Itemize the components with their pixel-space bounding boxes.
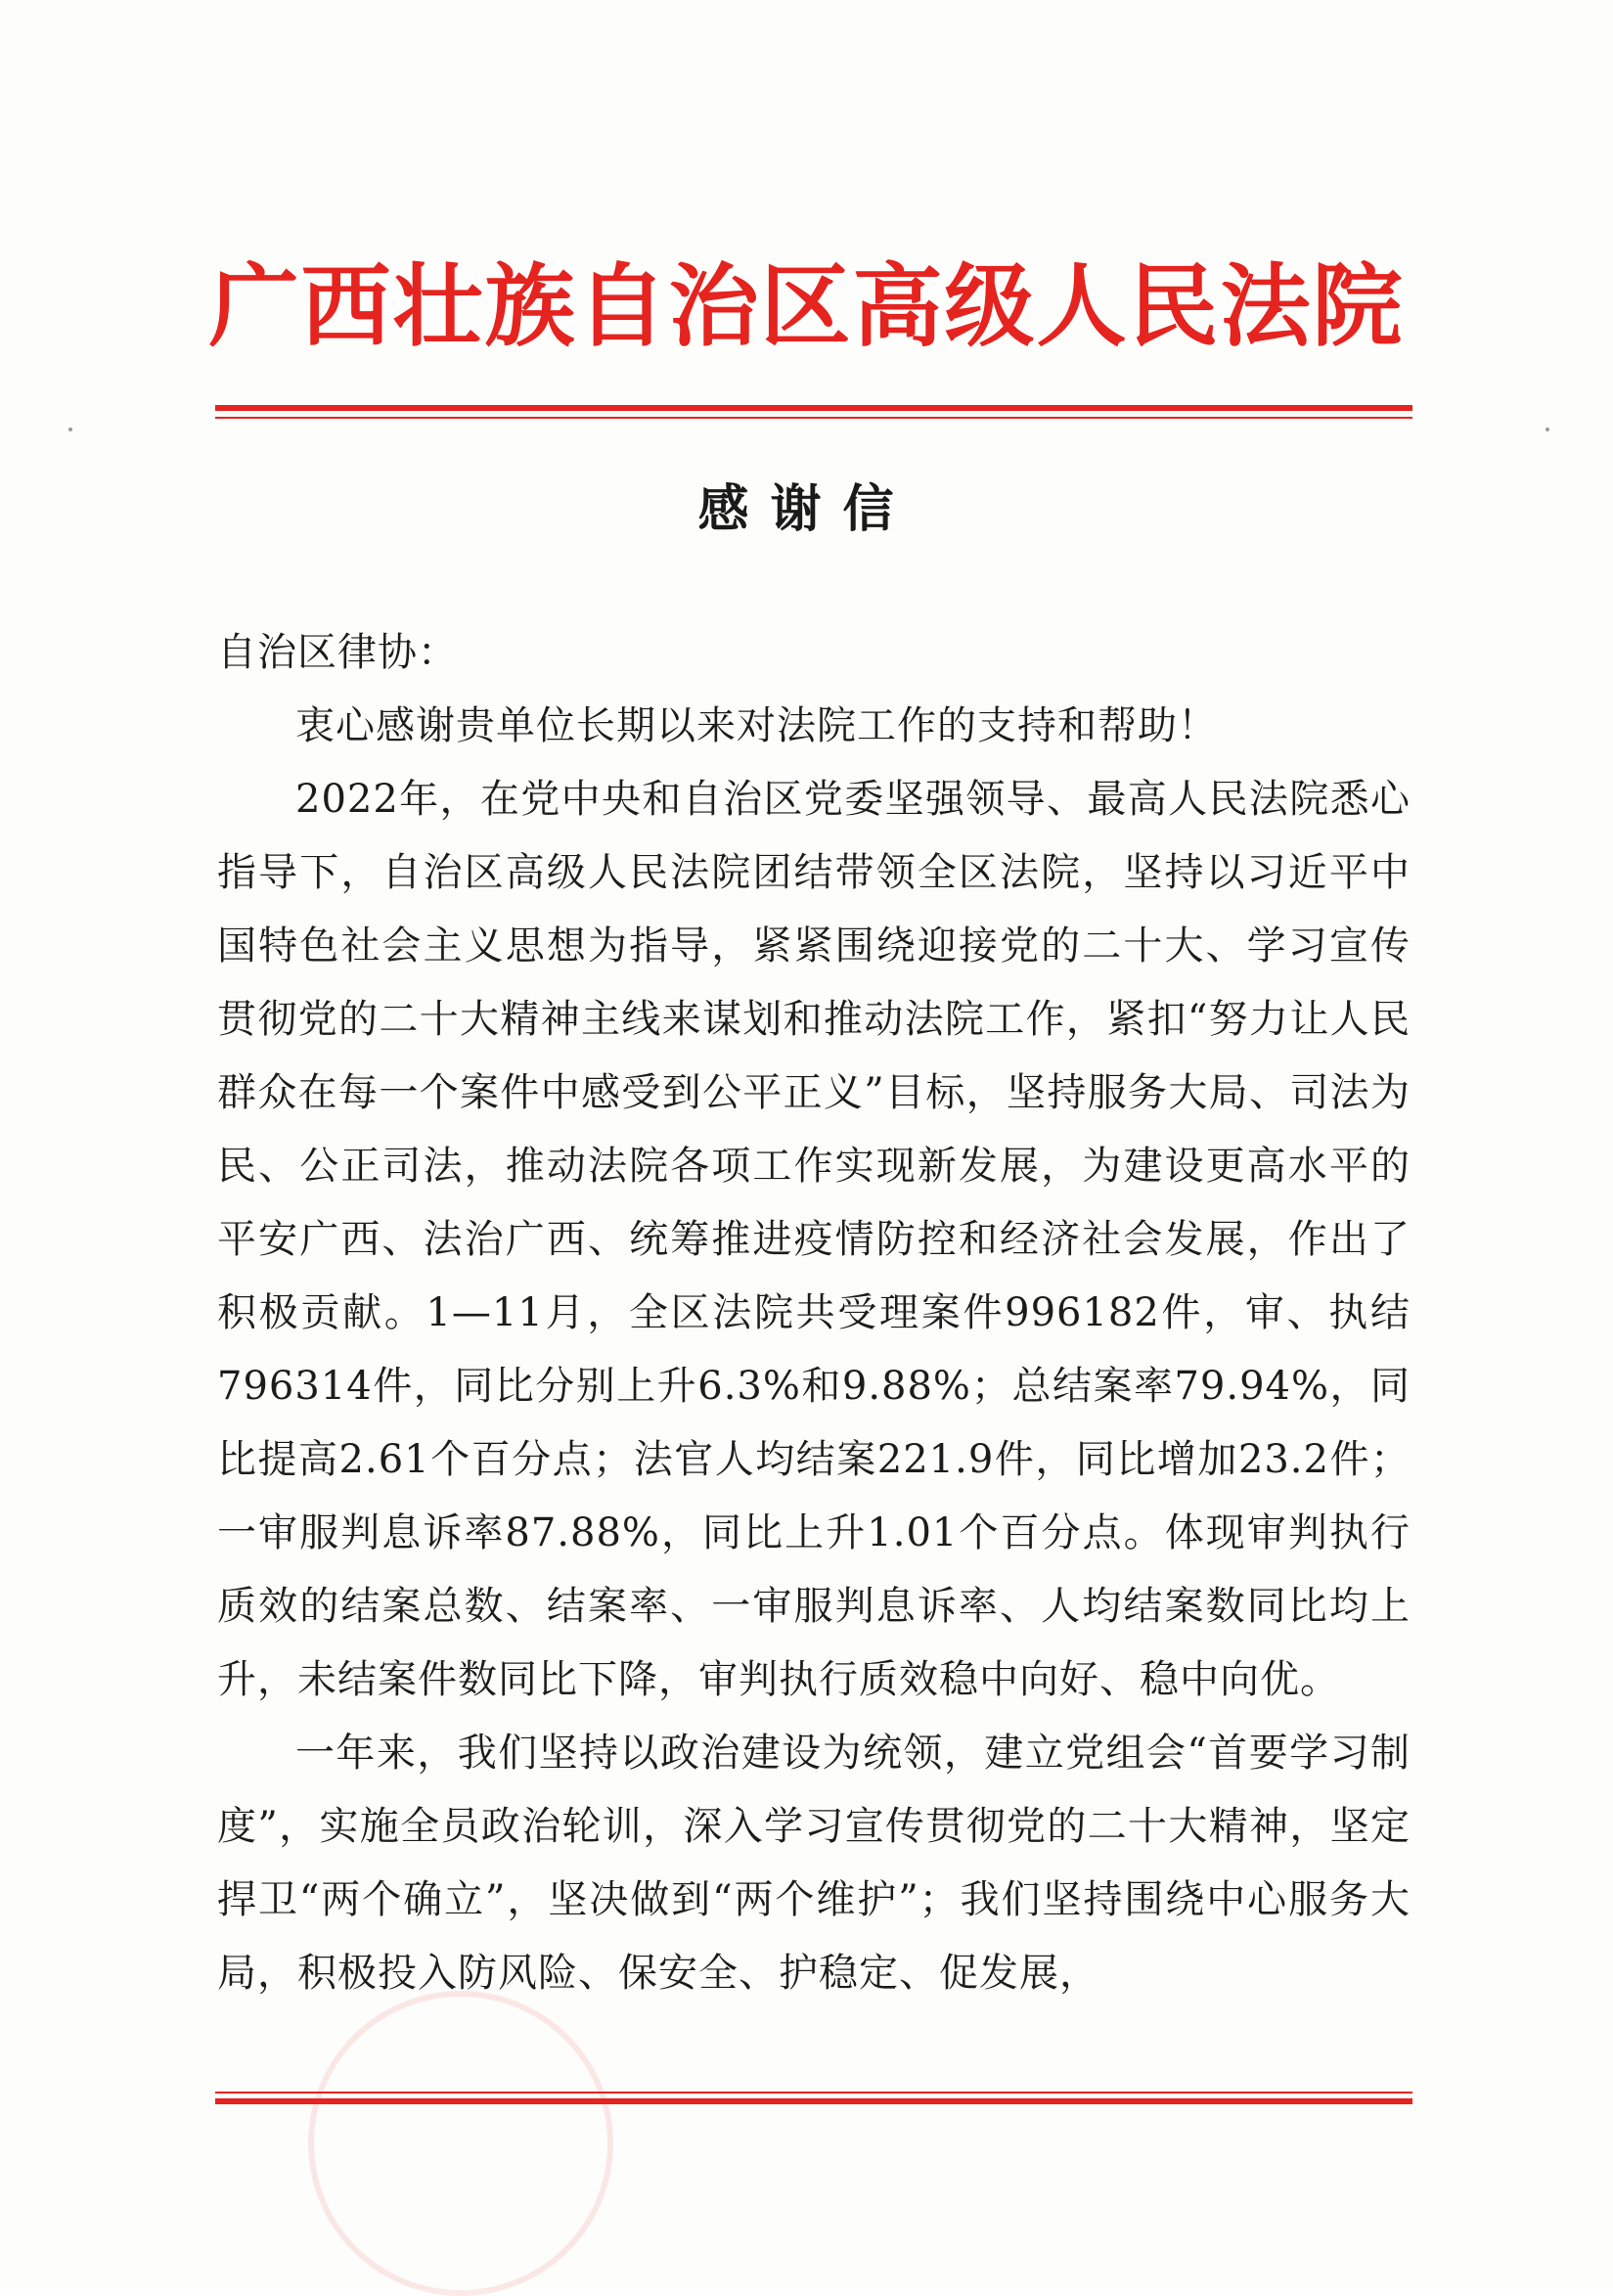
footer-rule-thin <box>215 2092 1412 2093</box>
scan-mark-right <box>1546 428 1549 431</box>
document-title: 感谢信 <box>697 479 916 539</box>
footer-rule-thick <box>215 2098 1412 2104</box>
letterhead-org-name: 广西壮族自治区高级人民法院 <box>208 253 1405 359</box>
salutation: 自治区律协： <box>217 630 458 675</box>
paragraph: 一年来，我们坚持以政治建设为统领，建立党组会“首要学习制度”，实施全员政治轮训，深入学习宣传贯彻党的二十大精神，坚定捍卫“两个确立”，坚决做到“两个维护”；我们坚持围绕中心服务大局，积极投入防风险、保安全、护稳定、促发展， <box>217 1731 1411 1996</box>
scan-mark-left <box>68 428 72 431</box>
paragraph: 2022年，在党中央和自治区党委坚强领导、最高人民法院悉心指导下，自治区高级人民法院团结带领全区法院，坚持以习近平中国特色社会主义思想为指导，紧紧围绕迎接党的二十大、学习宣传贯彻党的二十大精神主线来谋划和推动法院工作，紧扣“努力让人民群众在每一个案件中感受到公平正义”目标，坚持服务大局、司法为民、公正司法，推动法院各项工作实现新发展，为建设更高水平的平安广西、法治广西、统筹推进疫情防控和经济社会发展，作出了积极贡献。1—11月，全区法院共受理案件996182件，审、执结796314件，同比分别上升6.3%和9.88%；总结案率79.94%，同比提高2.61个百分点；法官人均结案221.9件，同比增加23.2件；一审服判息诉率87.88%，同比上升1.01个百分点。体现审判执行质效的结案总数、结案率、一审服判息诉率、人均结案数同比均上升，未结案件数同比下降，审判执行质效稳中向好、稳中向优。 <box>217 777 1411 1702</box>
paragraph: 衷心感谢贵单位长期以来对法院工作的支持和帮助！ <box>295 703 1218 748</box>
letterhead-rule-thick <box>215 405 1412 411</box>
seal-stamp-faint <box>308 1991 613 2296</box>
letterhead-rule-thin <box>215 417 1412 419</box>
letter-body <box>217 616 1411 2010</box>
